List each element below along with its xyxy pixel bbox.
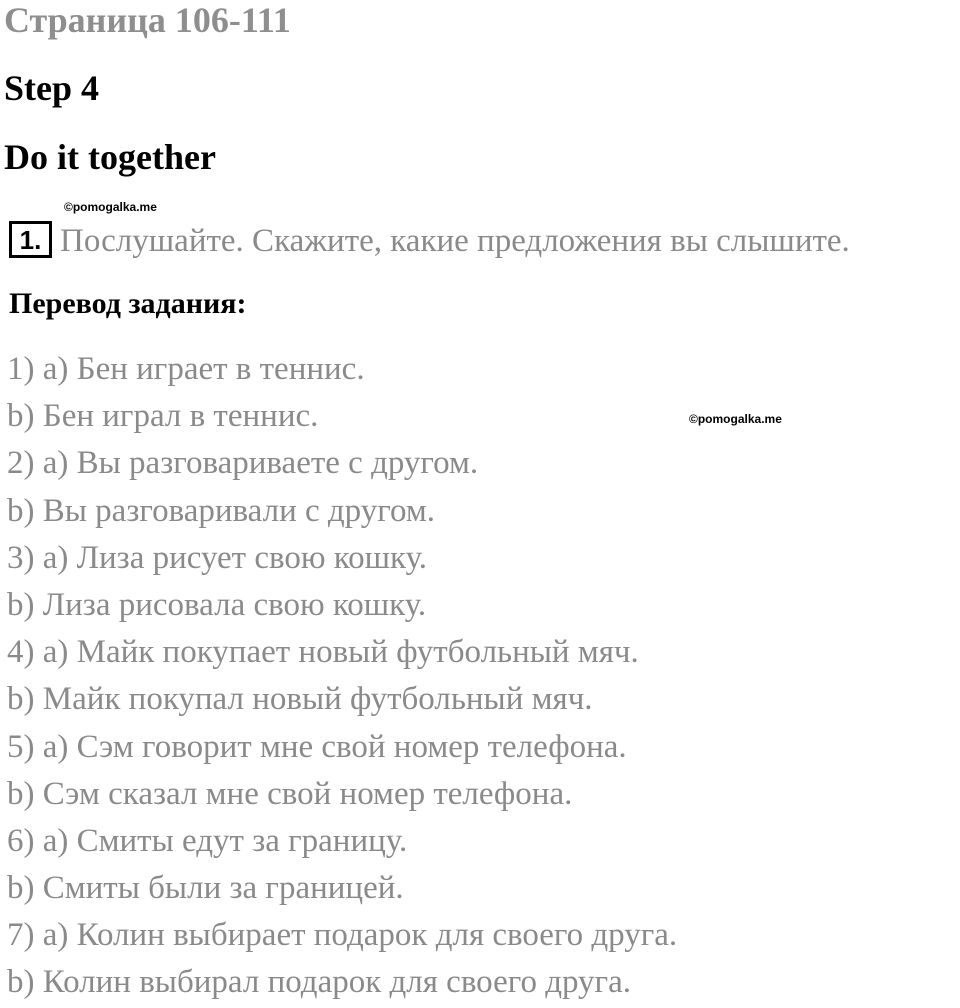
step-heading: Step 4 xyxy=(4,68,100,108)
list-item: b) Колин выбирал подарок для своего друга. xyxy=(7,964,631,1001)
translation-heading: Перевод задания: xyxy=(9,287,247,320)
list-item: 5) a) Сэм говорит мне свой номер телефона. xyxy=(7,728,627,765)
list-item: b) Вы разговаривали с другом. xyxy=(7,492,435,529)
list-item: b) Бен играл в теннис. xyxy=(7,398,319,435)
section-heading: Do it together xyxy=(4,137,216,177)
list-item: 6) a) Смиты едут за границу. xyxy=(7,822,408,859)
sentence-list xyxy=(7,347,677,1008)
list-item: 7) a) Колин выбирает подарок для своего друга. xyxy=(7,917,678,954)
list-item: b) Лиза рисовала свою кошку. xyxy=(7,586,427,623)
task-number-box: 1. xyxy=(9,221,52,258)
task-instruction: Послушайте. Скажите, какие предложения вы слышите. xyxy=(60,223,850,259)
watermark: ©pomogalka.me xyxy=(64,200,157,214)
list-item: b) Майк покупал новый футбольный мяч. xyxy=(7,681,593,718)
list-item: 4) a) Майк покупает новый футбольный мяч. xyxy=(7,634,639,671)
list-item: 1) a) Бен играет в теннис. xyxy=(7,351,365,387)
list-item: 3) a) Лиза рисует свою кошку. xyxy=(7,539,428,576)
page-title: Страница 106-111 xyxy=(4,0,291,40)
list-item: b) Смиты были за границей. xyxy=(7,870,404,907)
list-item: b) Сэм сказал мне свой номер телефона. xyxy=(7,775,573,812)
list-item: 2) a) Вы разговариваете с другом. xyxy=(7,445,479,482)
watermark: ©pomogalka.me xyxy=(689,412,782,426)
